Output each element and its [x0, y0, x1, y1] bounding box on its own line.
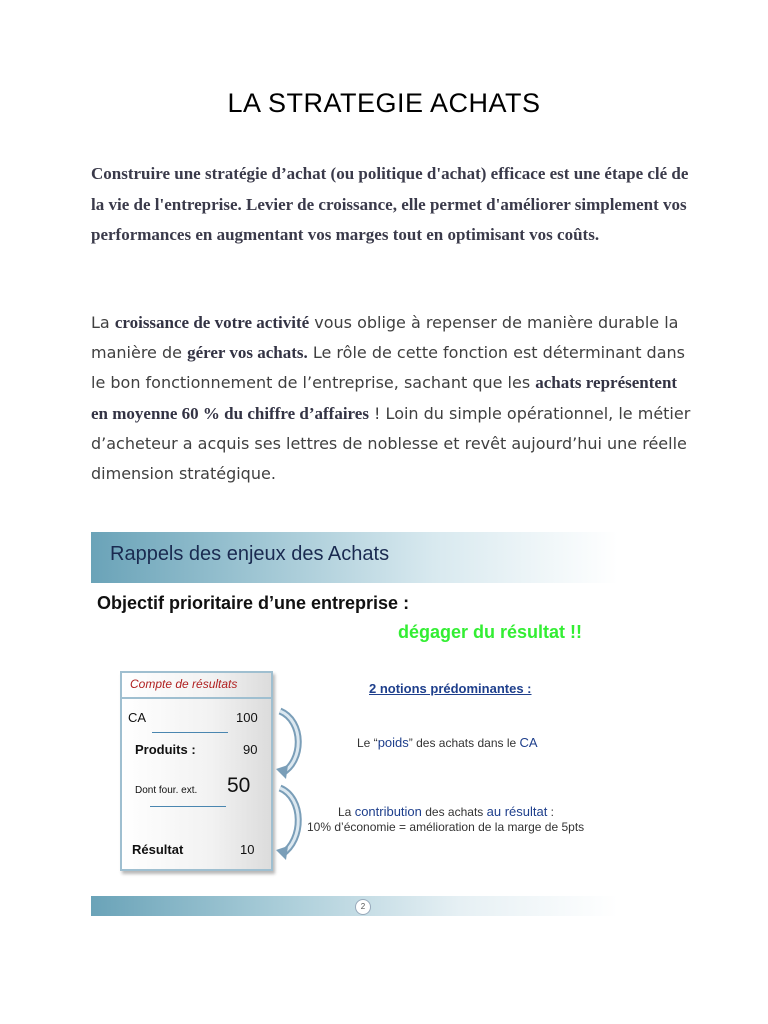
dont-underline — [150, 806, 226, 807]
compte-divider — [122, 697, 271, 699]
intro-paragraph: Construire une stratégie d’achat (ou politique d'achat) efficace est une étape clé de la vie de l'entreprise. Levier de croissance, elle permet d'améliorer simplement vos performances en augmentant vos marges tout en optimisant vos coûts. — [91, 164, 689, 245]
produits-label: Produits : — [135, 742, 196, 757]
contribution-line — [338, 804, 554, 819]
poids-mid: ” des achats dans le — [408, 736, 520, 750]
dont-value: 50 — [227, 774, 251, 797]
slide-header-bar — [91, 532, 618, 583]
resultat-value: 10 — [240, 842, 255, 857]
slide-header-title: Rappels des enjeux des Achats — [110, 543, 390, 565]
compte-resultats-title: Compte de résultats — [130, 677, 238, 691]
poids-ca: CA — [519, 735, 538, 750]
ca-label: CA — [128, 710, 147, 725]
contrib-mid: des achats — [421, 805, 487, 819]
dont-label: Dont four. ext. — [135, 785, 198, 796]
produits-value: 90 — [243, 742, 258, 757]
body-text-2: vous oblige à repenser de manière durable la manière de — [91, 313, 679, 363]
economie-line: 10% d’économie = amélioration de la marge de 5pts — [307, 820, 585, 834]
slide-footer-bar — [91, 896, 618, 916]
body-bold-2: gérer vos achats. — [187, 343, 308, 363]
body-text-4: ! Loin du simple opérationnel, le métier d’acheteur a acquis ses lettres de noblesse et revêt aujourd’hui une réelle dimension stratégique. — [91, 403, 691, 484]
slide-image — [91, 532, 618, 917]
notions-title: 2 notions prédominantes : — [369, 681, 532, 696]
body-text-1: La — [91, 313, 115, 332]
contrib-word: contribution — [354, 804, 422, 819]
ca-value: 100 — [236, 710, 258, 725]
poids-word: poids — [377, 735, 409, 750]
resultat-label: Résultat — [132, 842, 184, 857]
poids-line — [357, 735, 538, 750]
body-text-3: Le rôle de cette fonction est déterminant dans le bon fonctionnement de l’entreprise, sachant que les — [91, 343, 685, 393]
body-bold-3: achats représentent en moyenne 60 % du chiffre d’affaires — [91, 373, 678, 423]
contrib-word2: au résultat — [486, 804, 548, 819]
compte-resultats-box — [120, 671, 273, 871]
body-bold-1: croissance de votre activité — [114, 313, 310, 332]
ca-underline — [152, 732, 228, 733]
objective-text: Objectif prioritaire d’une entreprise : — [97, 593, 410, 613]
goal-text: dégager du résultat !! — [398, 622, 583, 642]
curved-arrow-icon — [274, 784, 304, 860]
curved-arrow-icon — [274, 707, 304, 779]
body-paragraph — [91, 308, 691, 489]
contrib-post: : — [547, 805, 554, 819]
poids-pre: Le “ — [357, 736, 378, 750]
contrib-pre: La — [338, 805, 355, 819]
slide-page-number: 2 — [355, 899, 371, 915]
page-title: LA STRATEGIE ACHATS — [227, 88, 541, 118]
